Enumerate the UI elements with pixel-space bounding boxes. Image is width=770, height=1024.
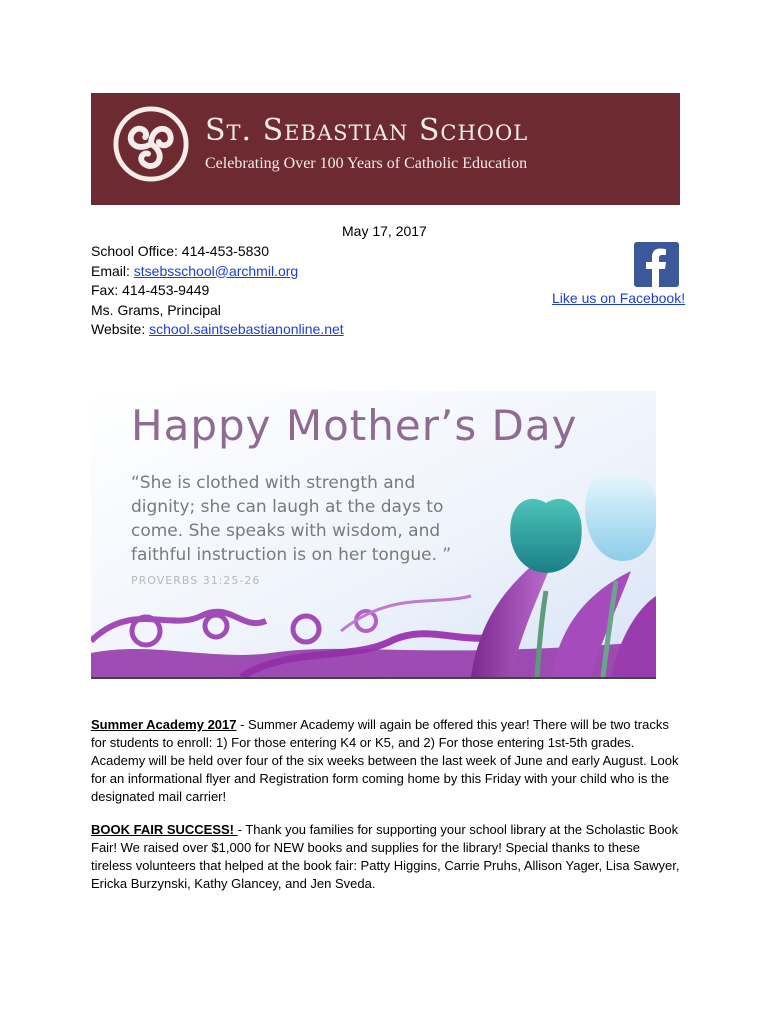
article-summer-academy: [91, 716, 683, 806]
email-line: Email: stsebsschool@archmil.org: [91, 262, 299, 279]
website-link[interactable]: school.saintsebastianonline.net: [149, 321, 344, 337]
article-book-fair: [91, 821, 683, 893]
scripture-reference: PROVERBS 31:25-26: [131, 574, 261, 587]
website-line: Website: school.saintsebastianonline.net: [91, 321, 344, 337]
mothers-day-title: Happy Mother’s Day: [131, 401, 578, 450]
school-banner: [91, 93, 680, 205]
article-body: - Summer Academy will again be offered this year! There will be two tracks for students to enroll: 1) For those entering K4 or K5, and 2) For those entering 1st-5th grades. Academy will be held over four of the six weeks between the last week of June and early August. Look for an informational flyer and Registration form coming home by this Friday with your child who is the designated mail carrier!: [91, 717, 679, 804]
newsletter-date: May 17, 2017: [342, 223, 427, 239]
facebook-icon[interactable]: [634, 242, 679, 287]
mothers-day-graphic: [91, 391, 656, 679]
article-heading: BOOK FAIR SUCCESS!: [91, 822, 238, 837]
article-body: - Thank you families for supporting your school library at the Scholastic Book Fair! We raised over $1,000 for NEW books and supplies for the library! Special thanks to these tireless volunteers that helped at the book fair: Patty Higgins, Carrie Pruhs, Allison Yager, Lisa Sawyer, Ericka Burzynski, Kathy Glancey, and Jen Sveda.: [91, 822, 680, 891]
article-heading: Summer Academy 2017: [91, 717, 237, 732]
mothers-day-quote: “She is clothed with strength and dignity; she can laugh at the days to come. She speaks with wisdom, and faithful instruction is on her tongue. ” PROVERBS 31:25-26: [131, 473, 452, 587]
school-tagline: Celebrating Over 100 Years of Catholic Education: [205, 155, 528, 172]
email-link[interactable]: stsebsschool@archmil.org: [133, 262, 299, 279]
school-name: St. Sebastian School: [205, 113, 529, 148]
fax-number: Fax: 414-453-9449: [91, 282, 210, 298]
triskele-logo-icon: [112, 105, 190, 183]
facebook-link[interactable]: Like us on Facebook!: [552, 290, 686, 306]
contact-info: [91, 242, 344, 340]
office-phone: School Office: 414-453-5830: [91, 243, 269, 259]
principal-name: Ms. Grams, Principal: [91, 301, 221, 318]
